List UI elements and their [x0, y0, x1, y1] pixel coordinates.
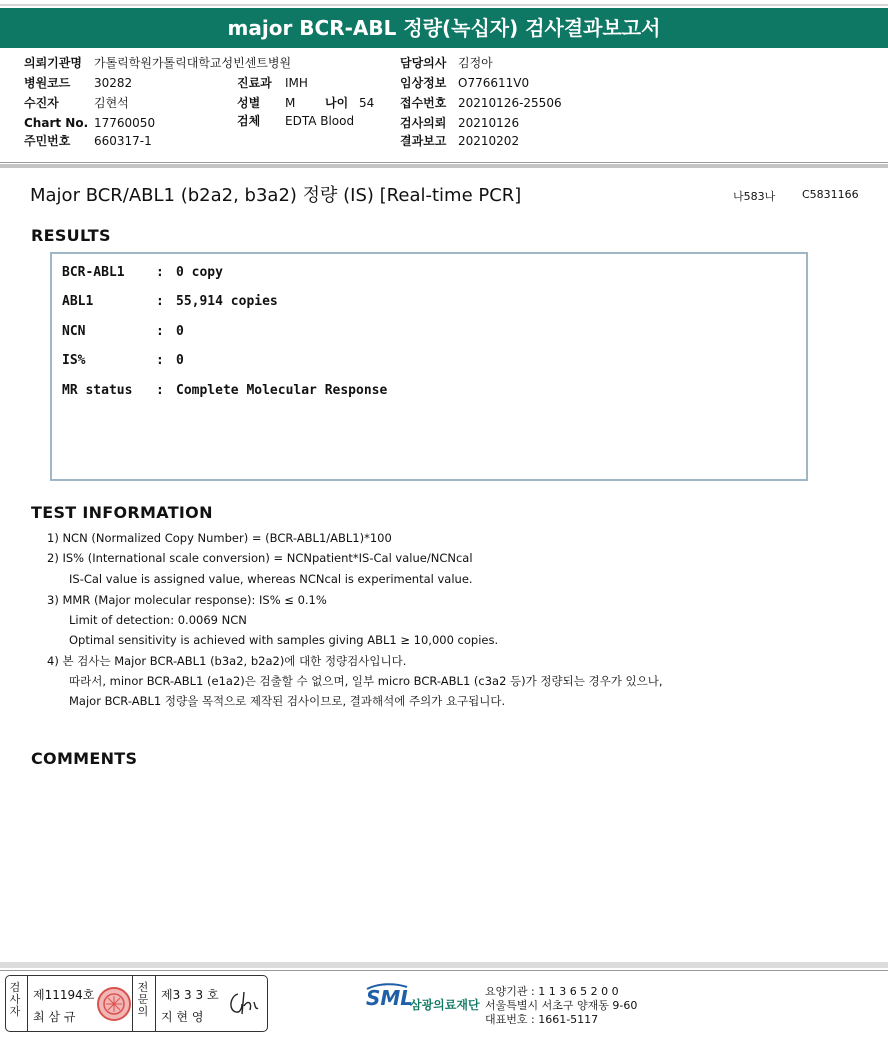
- meta-value: 660317-1: [94, 134, 152, 148]
- info-line: 4) 본 검사는 Major BCR-ABL1 (b3a2, b2a2)에 대한 정량검사입니다.: [47, 654, 407, 668]
- meta-label: 결과보고: [400, 134, 447, 148]
- test-code: 나583나: [733, 190, 776, 203]
- meta-report-date: [400, 134, 519, 148]
- meta-label: 검체: [237, 114, 261, 128]
- result-colon: :: [156, 294, 164, 309]
- meta-label: 병원코드: [24, 76, 71, 90]
- meta-value: 30282: [94, 76, 133, 90]
- examiner-name: 최 삼 규: [33, 1010, 76, 1024]
- sml-logo-text: SML: [366, 986, 414, 1010]
- meta-value: 20210126: [458, 116, 520, 130]
- meta-specimen: [237, 114, 354, 128]
- result-row: [62, 353, 184, 368]
- meta-label: 담당의사: [400, 56, 447, 70]
- meta-value: 김정아: [458, 56, 493, 70]
- meta-chart-no: [24, 116, 155, 130]
- meta-label: 나이: [325, 96, 349, 110]
- meta-request-date: [400, 116, 519, 130]
- meta-label: Chart No.: [24, 116, 89, 130]
- meta-label: 성별: [237, 96, 261, 110]
- meta-value: 가톨릭학원가톨릭대학교성빈센트병원: [94, 56, 292, 70]
- meta-doctor: [400, 56, 493, 70]
- examiner-vertical-text: 검사자: [9, 981, 21, 1018]
- specialist-license-no: 제3 3 3 호: [161, 988, 219, 1002]
- examiner-vertical-label: [9, 982, 21, 1018]
- meta-clinical-info: [400, 76, 529, 90]
- report-header-title: major BCR-ABL 정량(녹십자) 검사결과보고서: [0, 8, 888, 48]
- meta-label: 접수번호: [400, 96, 447, 110]
- divider: [27, 976, 28, 1031]
- result-row: [62, 383, 387, 398]
- meta-value: 김현석: [94, 96, 129, 110]
- info-line: Major BCR-ABL1 정량을 목적으로 제작된 검사이므로, 결과해석에 주의가 요구됩니다.: [69, 694, 506, 708]
- meta-institution: [24, 56, 291, 70]
- info-line: 따라서, minor BCR-ABL1 (e1a2)은 검출할 수 없으며, 일부 micro BCR-ABL1 (c3a2 등)가 정량되는 경우가 있으나,: [69, 674, 663, 688]
- info-line: Limit of detection: 0.0069 NCN: [69, 613, 247, 627]
- info-line: 2) IS% (International scale conversion) = NCNpatient*IS-Cal value/NCNcal: [47, 551, 473, 565]
- info-line: Optimal sensitivity is achieved with samples giving ABL1 ≥ 10,000 copies.: [69, 633, 499, 647]
- meta-hospital-code: [24, 76, 132, 90]
- seal-stamp-icon: [96, 986, 132, 1022]
- result-value: 0: [176, 353, 184, 368]
- result-key: ABL1: [62, 294, 94, 309]
- meta-label: 의뢰기관명: [24, 56, 82, 70]
- result-key: IS%: [62, 353, 86, 368]
- result-value: 0 copy: [176, 265, 223, 280]
- meta-value: IMH: [285, 76, 308, 90]
- meta-value: 20210202: [458, 134, 520, 148]
- meta-sex: [237, 96, 374, 110]
- meta-value: O776611V0: [458, 76, 530, 90]
- meta-receipt-no: [400, 96, 562, 110]
- result-value: 55,914 copies: [176, 294, 278, 309]
- meta-value: 20210126-25506: [458, 96, 562, 110]
- meta-label: 임상정보: [400, 76, 447, 90]
- meta-patient-name: [24, 96, 129, 110]
- result-key: MR status: [62, 383, 133, 398]
- org-name: 삼광의료재단: [410, 998, 480, 1012]
- result-value: 0: [176, 324, 184, 339]
- result-row: [62, 265, 223, 280]
- result-colon: :: [156, 265, 164, 280]
- meta-label: 주민번호: [24, 134, 71, 148]
- meta-department: [237, 76, 308, 90]
- meta-label: 수진자: [24, 96, 59, 110]
- specialist-vertical-label: [137, 982, 149, 1018]
- footer-band: [0, 962, 888, 968]
- footer-phone: 대표번호 : 1661-5117: [485, 1013, 599, 1026]
- logo-swoosh-icon: [365, 983, 409, 991]
- separator-line: [0, 162, 888, 163]
- comments-heading: COMMENTS: [31, 749, 138, 768]
- separator-band: [0, 164, 888, 168]
- divider: [155, 976, 156, 1031]
- info-line: IS-Cal value is assigned value, whereas NCNcal is experimental value.: [69, 572, 473, 586]
- footer-address: 서울특별시 서초구 양재동 9-60: [485, 999, 638, 1012]
- result-key: NCN: [62, 324, 86, 339]
- test-order-code: C5831166: [802, 188, 859, 201]
- result-row: [62, 294, 278, 309]
- footer-line: [0, 970, 888, 971]
- handwritten-signature-icon: [224, 988, 264, 1020]
- info-line: 3) MMR (Major molecular response): IS% ≤ 0.1%: [47, 593, 327, 607]
- result-value: Complete Molecular Response: [176, 383, 388, 398]
- divider: [132, 976, 133, 1031]
- meta-label: 진료과: [237, 76, 272, 90]
- signature-box: [5, 975, 268, 1032]
- result-colon: :: [156, 353, 164, 368]
- meta-value: M: [285, 96, 296, 110]
- top-rule: [0, 4, 888, 6]
- results-heading: RESULTS: [31, 226, 111, 245]
- result-colon: :: [156, 324, 164, 339]
- footer-institution-code: 요양기관 : 1 1 3 6 5 2 0 0: [485, 985, 619, 998]
- specialist-name: 지 현 영: [161, 1010, 204, 1024]
- info-line: 1) NCN (Normalized Copy Number) = (BCR-ABL1/ABL1)*100: [47, 531, 392, 545]
- result-key: BCR-ABL1: [62, 265, 125, 280]
- specialist-vertical-text: 전문의: [137, 981, 149, 1018]
- meta-value: 54: [359, 96, 375, 110]
- meta-value: EDTA Blood: [285, 114, 355, 128]
- result-row: [62, 324, 184, 339]
- test-title: Major BCR/ABL1 (b2a2, b3a2) 정량 (IS) [Real-time PCR]: [30, 185, 522, 206]
- meta-resident-no: [24, 134, 152, 148]
- result-colon: :: [156, 383, 164, 398]
- meta-label: 검사의뢰: [400, 116, 447, 130]
- test-information-heading: TEST INFORMATION: [31, 503, 213, 522]
- meta-value: 17760050: [94, 116, 156, 130]
- examiner-license-no: 제11194호: [33, 988, 95, 1002]
